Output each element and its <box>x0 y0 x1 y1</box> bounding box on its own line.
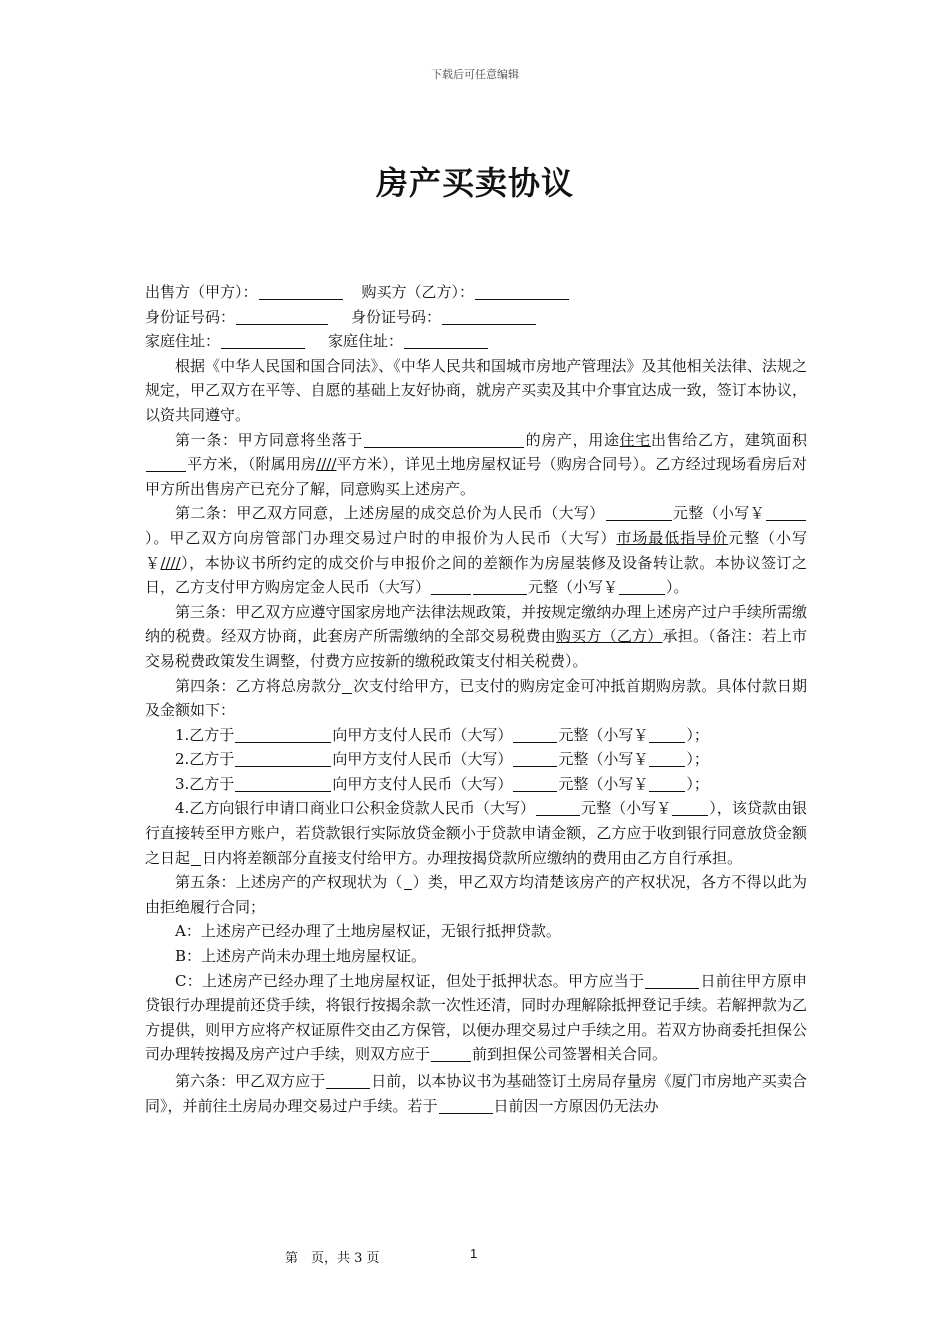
blank-field <box>473 578 527 595</box>
blank-field <box>342 677 352 694</box>
option-text: C：上述房产已经办理了土地房屋权证，但处于抵押状态。甲方应当于 <box>175 971 645 990</box>
article-text: 平方米），详见土地房屋权证号（购房合同号）。乙方经过现场看房后对甲方所出售房产已充分了解，同意购买上述房产。 <box>145 455 807 498</box>
blank-field <box>649 726 685 743</box>
blank-field <box>364 431 524 448</box>
blank-field <box>672 799 708 816</box>
item-text: 2.乙方于 <box>175 750 235 769</box>
article-text: 元整（小写￥ <box>528 578 619 597</box>
payment-item <box>145 747 807 772</box>
article-text: 元整（小写￥ <box>672 504 765 523</box>
article-text: 次支付给甲方，已支付的购房定金可冲抵首期购房款。具体付款日期及金额如下： <box>145 676 807 720</box>
loan-item <box>145 796 807 870</box>
buyer-label: 购买方（乙方）： <box>361 283 475 301</box>
blank-field <box>649 750 685 767</box>
article-1 <box>145 428 807 502</box>
blank-field <box>235 726 331 743</box>
intro-paragraph: 根据《中华人民国和国合同法》、《中华人民共和国城市房地产管理法》及其他相关法律、法规之规定，甲乙双方在平等、自愿的基础上友好协商，就房产买卖及其中介事宜达成一致，签订本协议，以资共同遵守。 <box>145 356 807 424</box>
blank-field <box>513 726 557 743</box>
blank-field <box>146 455 186 472</box>
option-b: B：上述房产尚未办理土地房屋权证。 <box>175 947 427 966</box>
filled-value: 购买方（乙方） <box>555 627 663 646</box>
item-text: 日内将差额部分直接支付给甲方。办理按揭贷款所应缴纳的费用由乙方自行承担。 <box>202 848 743 867</box>
option-text: 前到担保公司签署相关合同。 <box>472 1045 668 1064</box>
item-text: ）； <box>686 725 709 744</box>
filled-value: //// <box>316 455 337 474</box>
item-text: ）； <box>686 750 709 769</box>
blank-field <box>475 283 569 300</box>
party-line-2 <box>145 305 807 330</box>
blank-field <box>191 849 201 866</box>
blank-field <box>766 504 806 521</box>
article-6 <box>145 1069 807 1118</box>
article-text: 出售给乙方，建筑面积 <box>650 430 807 449</box>
filled-value: 住宅 <box>619 430 651 449</box>
item-text: 元整（小写￥ <box>558 750 649 769</box>
item-text: 元整（小写￥ <box>558 774 649 793</box>
seller-label: 出售方（甲方）： <box>145 283 258 301</box>
blank-field <box>513 750 557 767</box>
item-text: 向甲方支付人民币（大写） <box>332 750 513 769</box>
blank-field <box>236 308 328 325</box>
article-text: 的房产，用途 <box>524 430 620 449</box>
blank-field <box>404 873 412 890</box>
blank-field <box>649 775 685 792</box>
blank-field <box>221 332 305 349</box>
address-label: 家庭住址： <box>328 332 404 351</box>
article-text: 元整（小写￥ <box>145 528 807 572</box>
article-text: 第六条：甲乙双方应于 <box>175 1072 326 1090</box>
option-c <box>145 969 807 1067</box>
blank-field <box>536 799 580 816</box>
item-text: 向甲方支付人民币（大写） <box>332 774 513 793</box>
party-line-3 <box>145 329 807 354</box>
item-text: 元整（小写￥ <box>558 725 649 744</box>
item-text: ），该贷款由银行直接转至甲方账户，若贷款银行实际放贷金额小于贷款申请金额，乙方应于收到银行同意放贷金额之日起 <box>145 799 807 867</box>
item-text: 元整（小写￥ <box>581 799 672 818</box>
article-text: ）类，甲乙双方均清楚该房产的产权状况，各方不得以此为由拒绝履行合同； <box>145 873 807 916</box>
article-text: 第三条：甲乙双方应遵守国家房地产法律法规政策，并按规定缴纳办理上述房产过户手续所需缴纳的税费。经双方协商，此套房产所需缴纳的全部交易税费由 <box>145 602 807 646</box>
filled-value: //// <box>160 553 181 572</box>
article-text: 承担。（备注：若上市交易税费政策发生调整，付费方应按新的缴税政策支付相关税费）。 <box>145 627 807 670</box>
option-a: A：上述房产已经办理了土地房屋权证，无银行抵押贷款。 <box>175 922 561 941</box>
article-4 <box>145 674 807 723</box>
id-label: 身份证号码： <box>351 307 442 326</box>
article-text: ）。 <box>666 578 689 597</box>
option-text: 日前往甲方原申贷银行办理提前还贷手续，将银行按揭余款一次性还清，同时办理解除抵押登记手续。若解押款为乙方提供，则甲方应将产权证原件交由乙方保管，以便办理交易过户手续之用。若双方协商委托担保公司办理转按揭及房产过户手续，则双方应于 <box>145 971 807 1064</box>
party-line-1 <box>145 280 807 305</box>
payment-item <box>145 772 807 797</box>
article-text: 第四条：乙方将总房款分 <box>175 676 342 695</box>
blank-field <box>645 972 699 989</box>
item-text: 向甲方支付人民币（大写） <box>332 725 513 744</box>
article-text: 第二条：甲乙双方同意，上述房屋的成交总价为人民币（大写） <box>175 504 605 523</box>
article-text: 日前因一方原因仍无法办 <box>493 1096 659 1115</box>
blank-field <box>619 578 665 595</box>
blank-field <box>439 1097 493 1114</box>
blank-field <box>326 1072 370 1089</box>
article-2 <box>145 501 807 599</box>
article-text: 第五条：上述房产的产权现状为（ <box>175 873 403 892</box>
article-text: 第一条：甲方同意将坐落于 <box>175 430 363 449</box>
item-text: 4.乙方向银行申请口商业口公积金贷款人民币（大写） <box>175 799 536 818</box>
article-text: ），本协议书所约定的成交价与申报价之间的差额作为房屋装修及设备转让款。本协议签订之日，乙方支付甲方购房定金人民币（大写） <box>145 553 807 597</box>
article-text: 平方米，（附属用房 <box>187 455 317 474</box>
blank-field <box>606 504 672 521</box>
document-title: 房产买卖协议 <box>375 164 574 202</box>
blank-field <box>235 775 331 792</box>
article-3 <box>145 600 807 674</box>
blank-field <box>235 750 331 767</box>
blank-field <box>259 283 343 300</box>
header-note: 下载后可任意编辑 <box>431 68 519 81</box>
filled-value: 市场最低指导价 <box>616 528 729 547</box>
article-5 <box>145 870 807 919</box>
item-text: ）； <box>686 774 709 793</box>
address-label: 家庭住址： <box>145 332 221 351</box>
document-body <box>145 280 807 1118</box>
id-label: 身份证号码： <box>145 307 236 326</box>
payment-item <box>145 723 807 748</box>
item-text: 3.乙方于 <box>175 774 235 793</box>
blank-field <box>404 332 488 349</box>
item-text: 1.乙方于 <box>175 725 235 744</box>
article-text: 日前，以本协议书为基础签订土房局存量房《厦门市房地产买卖合同》，并前往土房局办理交易过户手续。若于 <box>145 1072 807 1115</box>
page-count: 第 页，共 3 页 <box>285 1251 380 1266</box>
blank-field <box>431 1045 471 1062</box>
blank-field <box>431 578 471 595</box>
blank-field <box>513 775 557 792</box>
article-text: ）。甲乙双方向房管部门办理交易过户时的申报价为人民币（大写） <box>145 528 617 547</box>
blank-field <box>442 308 536 325</box>
page-number: 1 <box>470 1246 478 1261</box>
